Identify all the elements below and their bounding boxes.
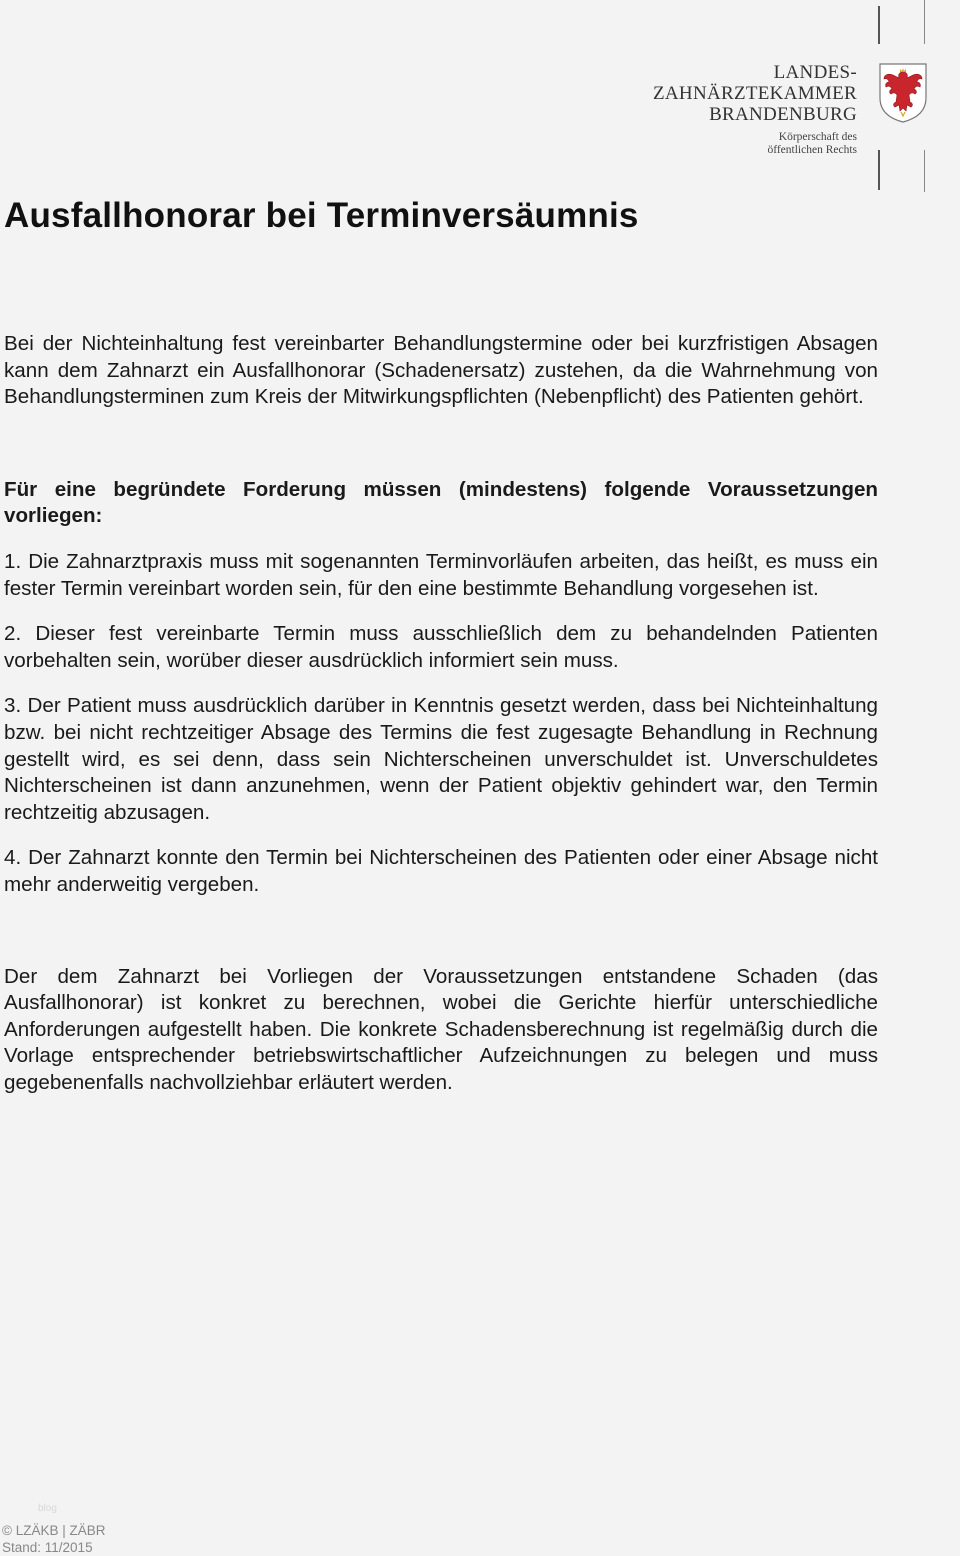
requirement-item: 2. Dieser fest vereinbarte Termin muss ausschließlich dem zu behandelnden Patienten vorbehalten sein, worüber dieser ausdrücklich informiert sein muss. [4,622,878,672]
divider [878,6,880,44]
logo-line-3: BRANDENBURG [709,104,857,125]
document-body [4,331,878,1096]
divider [924,150,925,192]
logo-line-1: LANDES- [773,62,857,83]
page-title: Ausfallhonorar bei Terminversäumnis [4,196,639,235]
logo-line-2: ZAHNÄRZTEKAMMER [653,83,857,104]
footer-copyright: © LZÄKB | ZÄBR [2,1523,106,1538]
logo-subline-2: öffentlichen Rechts [767,144,857,156]
footer [2,1522,105,1556]
brandenburg-eagle-icon [878,62,928,124]
requirement-item: 4. Der Zahnarzt konnte den Termin bei Nichterscheinen des Patienten oder einer Absage nicht mehr anderweitig vergeben. [4,846,878,896]
intro-paragraph: Bei der Nichteinhaltung fest vereinbarter Behandlungstermine oder bei kurzfristigen Absagen kann dem Zahnarzt ein Ausfallhonorar (Schadenersatz) zustehen, da die Wahrnehmung von Behandlungsterminen zum Kreis der Mitwirkungspflichten (Nebenpflicht) des Patienten gehört. [4,332,878,409]
divider [878,150,880,190]
chamber-name [653,62,857,157]
footer-stand: Stand: 11/2015 [2,1540,93,1555]
logo-subline-1: Körperschaft des [778,131,857,143]
requirement-item: 1. Die Zahnarztpraxis muss mit sogenannten Terminvorläufen arbeiten, das heißt, es muss ein fester Termin vereinbart worden sein, für den eine bestimmte Behandlung vorgesehen ist. [4,549,878,600]
divider [924,0,925,44]
conclusion-paragraph: Der dem Zahnarzt bei Vorliegen der Voraussetzungen entstandene Schaden (das Ausfallhonorar) ist konkret zu berechnen, wobei die Gerichte hierfür unterschiedliche Anforderungen aufgestellt haben. Die konkrete Schadensberechnung ist regelmäßig durch die Vorlage entsprechender betriebswirtschaftlicher Aufzeichnungen zu belegen und muss gegebenenfalls nachvollziehbar erläutert werden. [4,964,878,1094]
requirement-item: 3. Der Patient muss ausdrücklich darüber in Kenntnis gesetzt werden, dass bei Nichteinhaltung bzw. bei nicht rechtzeitiger Absage des Termins die fest zugesagte Behandlung in Rechnung gestellt wird, es sei denn, dass sein Nichterscheinen unverschuldet ist. Unverschuldetes Nichterscheinen ist dann anzunehmen, wenn der Patient objektiv gehindert war, den Termin rechtzeitig abzusagen. [4,694,878,824]
requirements-heading: Für eine begründete Forderung müssen (mindestens) folgende Voraussetzungen vorliegen: [4,477,878,528]
watermark: blog [38,1503,57,1514]
header-logo [640,0,960,200]
